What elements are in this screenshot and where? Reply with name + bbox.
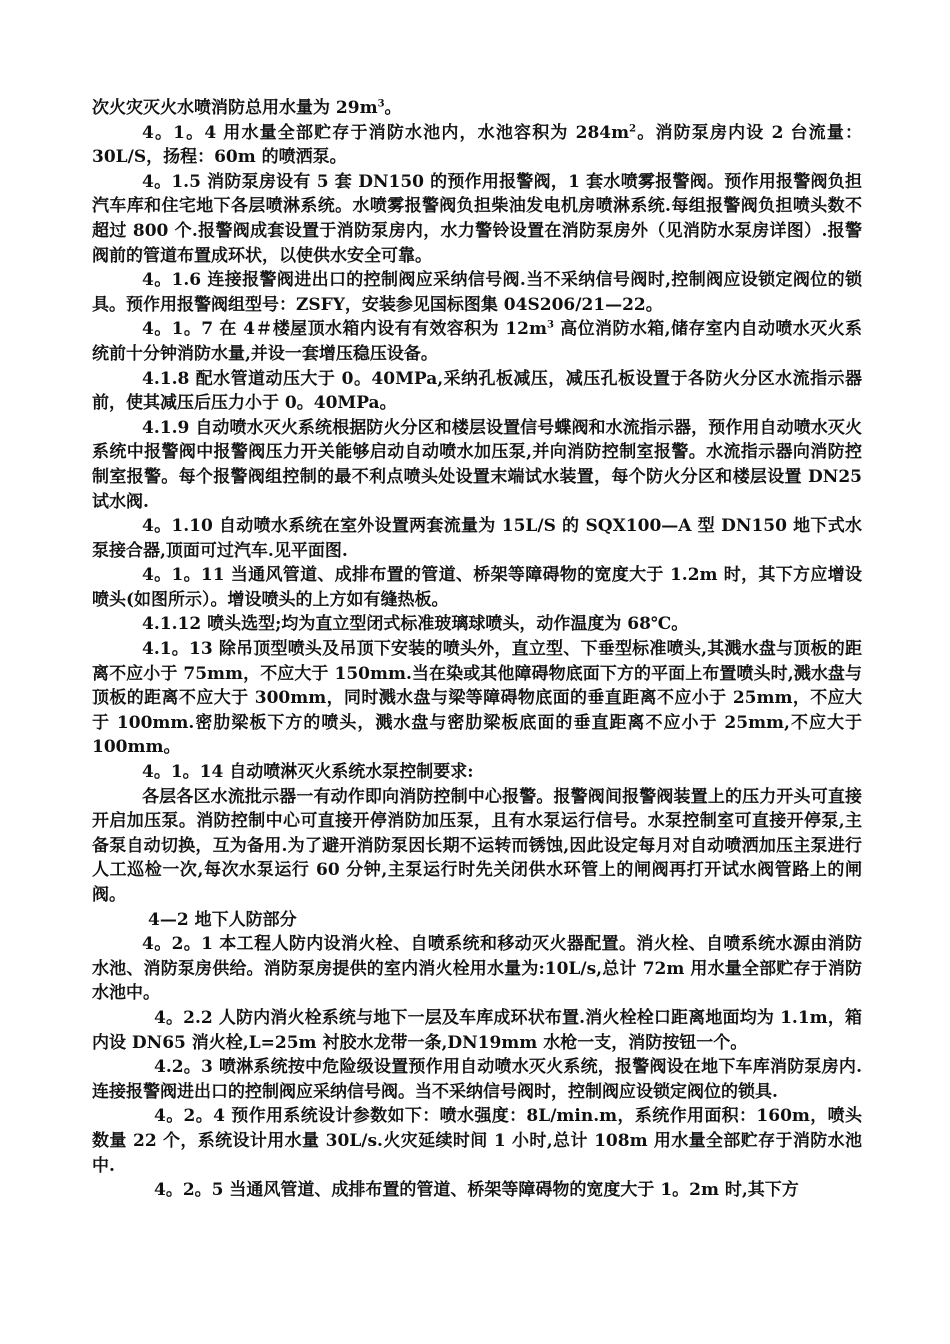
paragraph-12: 各层各区水流批示器一有动作即向消防控制中心报警。报警阀间报警阀装置上的压力开头可直接开启加压泵。消防控制中心可直接开停消防加压泵，且有水泵运行信号。水泵控制室可直接开停泵,主备泵自动切换，互为备用.为了避开消防泵因长期不运转而锈蚀,因此设定每月对自动喷洒加压主泵进行人工巡检一次,每次水泵运行 60 分钟,主泵运行时先关闭供水环管上的闸阀再打开试水阀管路上的闸阀。 <box>92 786 862 905</box>
document-body <box>92 96 862 1203</box>
paragraph-0: 次火灾灭火水喷消防总用水量为 $29m^3$。 <box>92 98 402 118</box>
paragraph-2: 4。1.5 消防泵房设有 5 套 DN150 的预作用报警阀，1 套水喷雾报警阀。预作用报警阀负担汽车库和住宅地下各层喷淋系统。水喷雾报警阀负担柴油发电机房喷淋系统.每组报警阀负担喷头数不超过 800 个.报警阀成套设置于消防泵房内，水力警铃设置在消防泵房外（见消防水泵房详图）.报警阀前的管道布置成环状，以使供水安全可靠。 <box>92 171 862 266</box>
paragraph-17: 4。2。4 预作用系统设计参数如下：喷水强度：8L/min.m，系统作用面积：160m，喷头数量 22 个，系统设计用水量 30L/s.火灾延续时间 1 小时,总计 108m 用水量全部贮存于消防水池中. <box>92 1106 862 1176</box>
paragraph-13: 4—2 地下人防部分 <box>148 909 297 930</box>
paragraph-11: 4。1。14 自动喷淋灭火系统水泵控制要求: <box>142 762 474 783</box>
paragraph-14: 4。2。1 本工程人防内设消火栓、自喷系统和移动灭火器配置。消火栓、自喷系统水源由消防水池、消防泵房供给。消防泵房提供的室内消火栓用水量为:10L/s,总计 72m 用水量全部贮存于消防水池中。 <box>92 934 862 1004</box>
paragraph-10: 4.1。13 除吊顶型喷头及吊顶下安装的喷头外，直立型、下垂型标准喷头,其溅水盘与顶板的距离不应小于 75mm，不应大于 150mm.当在染或其他障碍物底面下方的平面上布置喷头时,溅水盘与顶板的距离不应大于 300mm，同时溅水盘与梁等障碍物底面的垂直距离不应小于 25mm，不应大于 100mm.密肋梁板下方的喷头，溅水盘与密肋梁板底面的垂直距离不应小于 25mm,不应大于 100mm。 <box>92 639 862 758</box>
paragraph-7: 4。1.10 自动喷水系统在室外设置两套流量为 15L/S 的 SQX100—A 型 DN150 地下式水泵接合器,顶面可过汽车.见平面图. <box>92 516 862 561</box>
paragraph-5: 4.1.8 配水管道动压大于 0。40MPa,采纳孔板减压，减压孔板设置于各防火分区水流指示器前，使其减压后压力小于 0。40MPa。 <box>92 368 862 414</box>
paragraph-4: 4。1。7 在 4＃楼屋顶水箱内设有有效容积为 $12m^3$ 高位消防水箱,储存室内自动喷水灭火系统前十分钟消防水量,并设一套增压稳压设备。 <box>92 319 862 364</box>
paragraph-6: 4.1.9 自动喷水灭火系统根据防火分区和楼层设置信号蝶阀和水流指示器，预作用自动喷水灭火系统中报警阀中报警阀压力开关能够启动自动喷水加压泵,并向消防控制室报警。水流指示器向消防控制室报警。每个报警阀组控制的最不利点喷头处设置末端试水装置，每个防火分区和楼层设置 DN25 试水阀. <box>92 417 862 512</box>
paragraph-18: 4。2。5 当通风管道、成排布置的管道、桥架等障碍物的宽度大于 1。2m 时,其下方 <box>154 1180 799 1201</box>
paragraph-8: 4。1。11 当通风管道、成排布置的管道、桥架等障碍物的宽度大于 1.2m 时，其下方应增设喷头(如图所示）。增设喷头的上方如有缝热板。 <box>92 565 862 610</box>
paragraph-16: 4.2。3 喷淋系统按中危险级设置预作用自动喷水灭火系统，报警阀设在地下车库消防泵房内.连接报警阀进出口的控制阀应采纳信号阀。当不采纳信号阀时，控制阀应设锁定阀位的锁具. <box>92 1057 862 1102</box>
paragraph-3: 4。1.6 连接报警阀进出口的控制阀应采纳信号阀.当不采纳信号阀时,控制阀应设锁定阀位的锁具。预作用报警阀组型号：ZSFY，安装参见国标图集 04S206/21—22。 <box>92 270 862 315</box>
paragraph-9: 4.1.12 喷头选型;均为直立型闭式标准玻璃球喷头，动作温度为 68℃。 <box>142 614 689 635</box>
paragraph-15: 4。2.2 人防内消火栓系统与地下一层及车库成环状布置.消火栓栓口距离地面均为 1.1m，箱内设 DN65 消火栓,L=25m 衬胶水龙带一条,DN19mm 水枪一支，消防按钮一个。 <box>92 1007 862 1053</box>
paragraph-1: 4。1。4 用水量全部贮存于消防水池内，水池容积为 $284m^2$。消防泵房内设 2 台流量：30L/S，扬程：60m 的喷洒泵。 <box>92 122 863 168</box>
